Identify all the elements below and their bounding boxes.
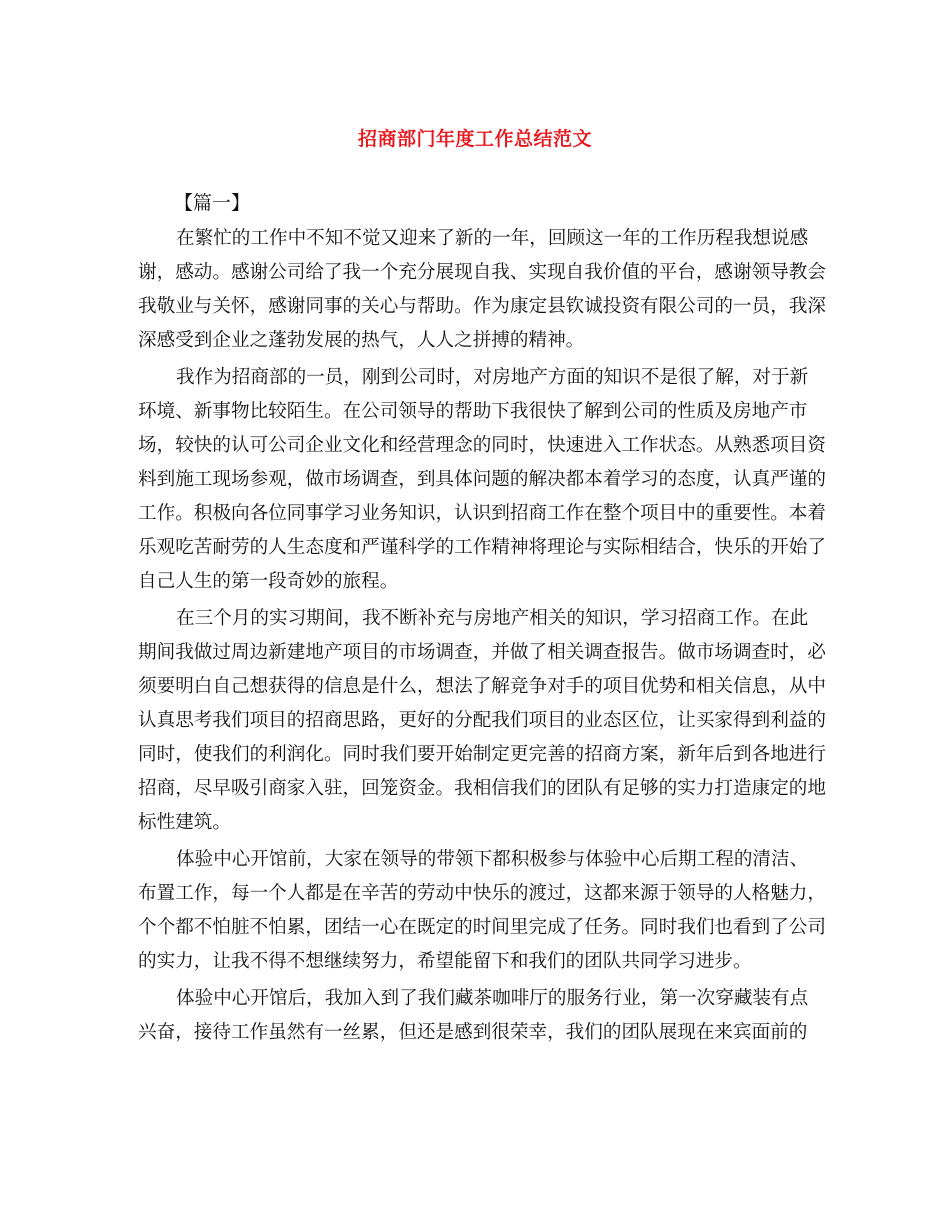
document-body bbox=[138, 188, 826, 1053]
paragraph-4: 体验中心开馆前，大家在领导的带领下都积极参与体验中心后期工程的清洁、布置工作，每一个人都是在辛苦的劳动中快乐的渡过，这都来源于领导的人格魅力，个个都不怕脏不怕累，团结一心在既定的时间里完成了任务。同时我们也看到了公司的实力，让我不得不想继续努力，希望能留下和我们的团队共同学习进步。 bbox=[138, 849, 826, 972]
paragraph-1: 在繁忙的工作中不知不觉又迎来了新的一年，回顾这一年的工作历程我想说感谢，感动。感谢公司给了我一个充分展现自我、实现自我价值的平台，感谢领导教会我敬业与关怀，感谢同事的关心与帮助。作为康定县钦诚投资有限公司的一员，我深深感受到企业之蓬勃发展的热气，人人之拼搏的精神。 bbox=[138, 228, 826, 351]
document-title: 招商部门年度工作总结范文 bbox=[357, 128, 592, 150]
paragraph-5: 体验中心开馆后，我加入到了我们藏茶咖啡厅的服务行业，第一次穿藏装有点兴奋，接待工作虽然有一丝累，但还是感到很荣幸，我们的团队展现在来宾面前的 bbox=[138, 988, 809, 1043]
paragraph-3: 在三个月的实习期间，我不断补充与房地产相关的知识，学习招商工作。在此期间我做过周边新建地产项目的市场调查，并做了相关调查报告。做市场调查时，必须要明白自己想获得的信息是什么，想法了解竞争对手的项目优势和相关信息，从中认真思考我们项目的招商思路，更好的分配我们项目的业态区位，让买家得到利益的同时，使我们的利润化。同时我们要开始制定更完善的招商方案，新年后到各地进行招商，尽早吸引商家入驻，回笼资金。我相信我们的团队有足够的实力打造康定的地标性建筑。 bbox=[138, 608, 826, 833]
paragraph-2: 我作为招商部的一员，刚到公司时，对房地产方面的知识不是很了解，对于新环境、新事物比较陌生。在公司领导的帮助下我很快了解到公司的性质及房地产市场，较快的认可公司企业文化和经营理念的同时，快速进入工作状态。从熟悉项目资料到施工现场参观，做市场调查，到具体问题的解决都本着学习的态度，认真严谨的工作。积极向各位同事学习业务知识，认识到招商工作在整个项目中的重要性。本着乐观吃苦耐劳的人生态度和严谨科学的工作精神将理论与实际相结合，快乐的开始了自己人生的第一段奇妙的旅程。 bbox=[138, 367, 826, 592]
section-label: 【篇一】 bbox=[174, 192, 251, 214]
